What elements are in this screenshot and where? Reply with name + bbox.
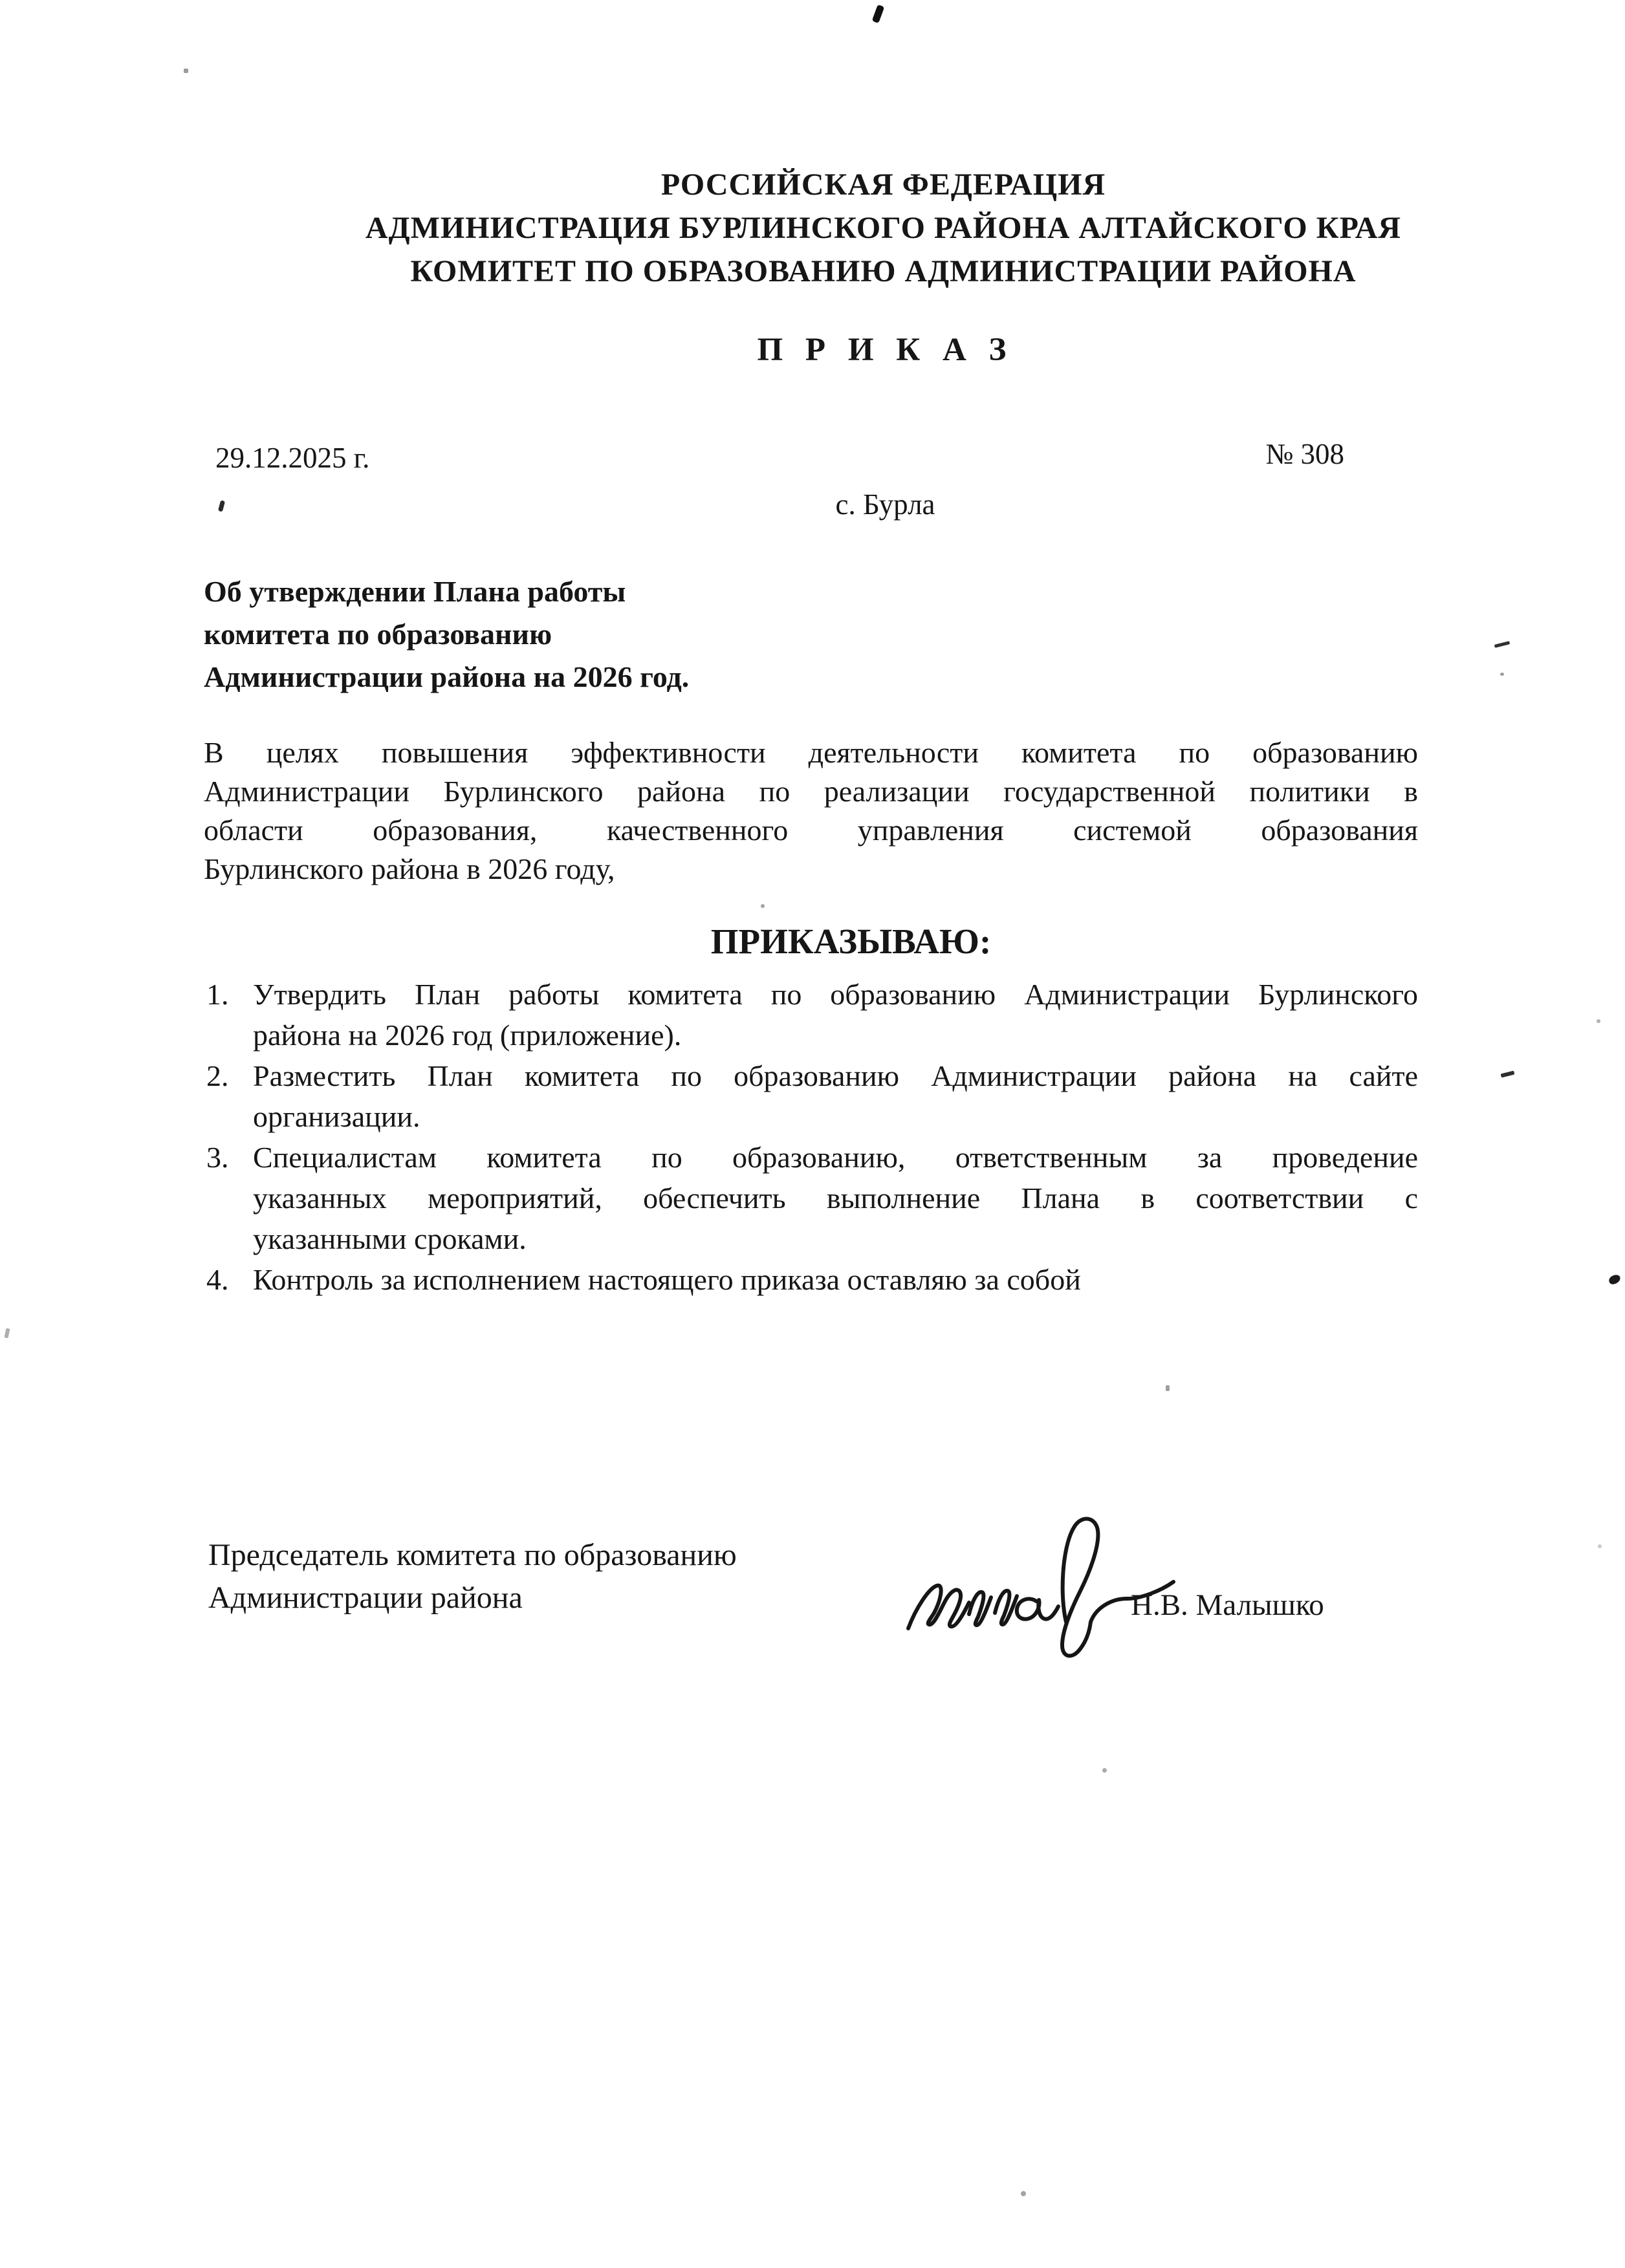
- scan-artifact-mark: [872, 5, 885, 23]
- resolution-heading: ПРИКАЗЫВАЮ:: [710, 922, 992, 961]
- preamble-line: области образования, качественного управления системой образования: [204, 814, 1418, 847]
- scan-artifact-speck: [1102, 1768, 1107, 1773]
- subject-line: Об утверждении Плана работы: [204, 575, 626, 608]
- preamble-paragraph: [204, 733, 1418, 889]
- item-line: Утвердить План работы комитета по образованию Администрации Бурлинского: [253, 978, 1418, 1011]
- signer-position: [208, 1534, 920, 1619]
- scan-artifact-speck: [761, 904, 765, 908]
- signer-position-line: Председатель комитета по образованию: [208, 1538, 737, 1572]
- item-line: района на 2026 год (приложение).: [253, 1019, 682, 1052]
- place-name: с. Бурла: [835, 488, 935, 521]
- order-item-3: [204, 1137, 1418, 1259]
- org-committee-line: КОМИТЕТ ПО ОБРАЗОВАНИЮ АДМИНИСТРАЦИИ РАЙОНА: [410, 254, 1357, 288]
- item-number: 4.: [206, 1263, 229, 1296]
- item-line: указанных мероприятий, обеспечить выполнение Плана в соответствии с: [253, 1182, 1418, 1215]
- handwritten-signature-icon: [904, 1511, 1184, 1661]
- signer-name: Н.В. Малышко: [1131, 1588, 1324, 1622]
- document-type-title: П Р И К А З: [757, 332, 1014, 368]
- scan-artifact-dot: [1608, 1274, 1621, 1286]
- org-administration-line: АДМИНИСТРАЦИЯ БУРЛИНСКОГО РАЙОНА АЛТАЙСКОГО КРАЯ: [365, 211, 1402, 245]
- scan-artifact-speck: [1500, 673, 1504, 676]
- subject-line: комитета по образованию: [204, 618, 552, 651]
- scan-artifact-speck: [1166, 1385, 1170, 1391]
- subject-heading: [204, 570, 980, 698]
- letterhead: [276, 163, 1490, 293]
- scan-artifact-mark: [218, 500, 225, 512]
- document-number: № 308: [1265, 438, 1344, 470]
- item-line: Разместить План комитета по образованию Администрации района на сайте: [253, 1059, 1418, 1092]
- scan-artifact-dash: [1494, 641, 1510, 648]
- item-number: 1.: [206, 978, 229, 1011]
- preamble-line: В целях повышения эффективности деятельности комитета по образованию: [204, 736, 1418, 769]
- scan-artifact-dash: [1501, 1071, 1515, 1078]
- order-item-1: [204, 974, 1418, 1055]
- scan-artifact-speck: [184, 69, 188, 73]
- date-number-row: [204, 438, 1418, 480]
- preamble-line: Бурлинского района в 2026 году,: [204, 852, 615, 885]
- scan-artifact-mark: [5, 1328, 10, 1339]
- org-country-line: РОССИЙСКАЯ ФЕДЕРАЦИЯ: [660, 167, 1106, 202]
- item-line: Специалистам комитета по образованию, ответственным за проведение: [253, 1141, 1418, 1174]
- scan-artifact-speck: [1597, 1019, 1600, 1023]
- subject-line: Администрации района на 2026 год.: [204, 660, 690, 693]
- item-line: указанными сроками.: [253, 1222, 527, 1255]
- order-list: [204, 974, 1418, 1300]
- order-item-4: [204, 1259, 1418, 1300]
- scan-artifact-speck: [1598, 1544, 1602, 1548]
- item-line: организации.: [253, 1100, 420, 1133]
- signer-position-line: Администрации района: [208, 1581, 523, 1615]
- document-date: 29.12.2025 г.: [215, 442, 370, 474]
- scan-artifact-speck: [1021, 2191, 1026, 2196]
- preamble-line: Администрации Бурлинского района по реализации государственной политики в: [204, 775, 1418, 808]
- item-number: 3.: [206, 1141, 229, 1174]
- item-line: Контроль за исполнением настоящего приказа оставляю за собой: [253, 1263, 1081, 1296]
- item-number: 2.: [206, 1059, 229, 1092]
- order-item-2: [204, 1055, 1418, 1137]
